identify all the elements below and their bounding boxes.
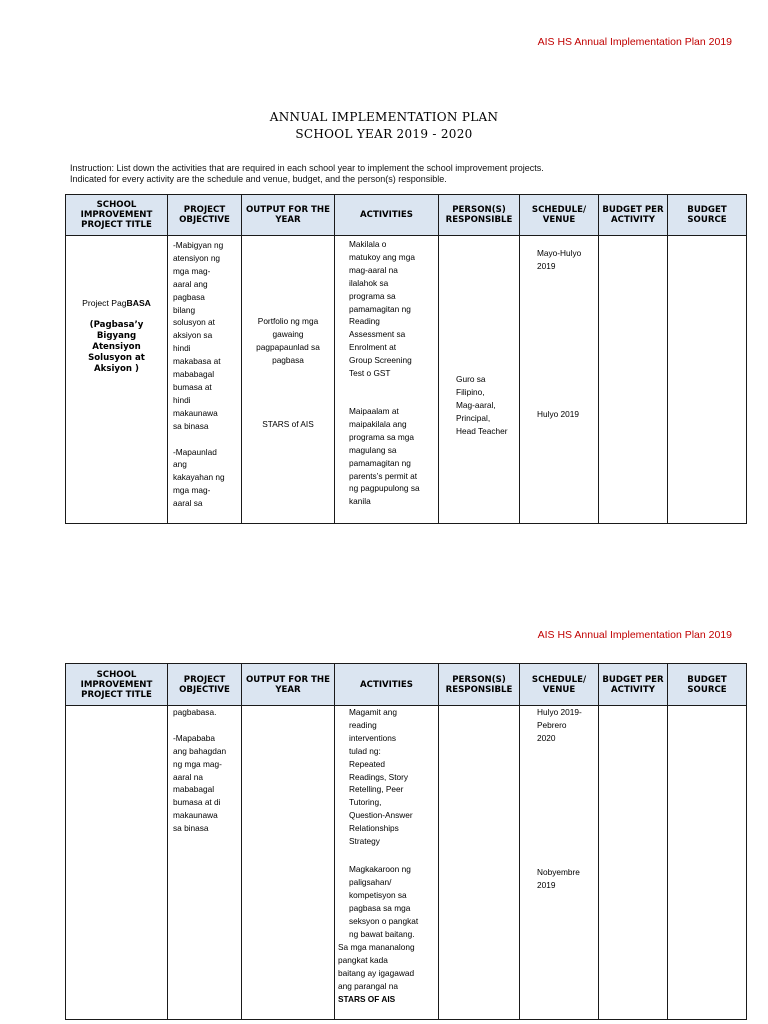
schedule-text: Mayo-Hulyo 2019 xyxy=(537,248,582,271)
output-text: Portfolio ng mga gawaing pagpapaunlad sa pagbasa xyxy=(256,316,320,365)
table-header-row xyxy=(66,195,747,236)
column-header: PROJECT OBJECTIVE xyxy=(168,195,242,236)
document-subtitle: SCHOOL YEAR 2019 - 2020 xyxy=(295,127,473,141)
persons-cell xyxy=(439,706,520,1020)
award-name: STARS OF AIS xyxy=(338,993,396,1004)
column-header: BUDGET PER ACTIVITY xyxy=(599,195,668,236)
schedule-text: Nobyembre 2019 xyxy=(537,867,580,890)
activities-text: Makilala o matukoy ang mga mag-aaral na ilalahok sa programa sa pamamagitan ng Reading Assessment sa Enrolment at Group Screening Test o GST xyxy=(349,239,415,379)
instruction-line-2: Indicated for every activity are the schedule and venue, budget, and the person(s) responsible. xyxy=(70,174,447,184)
instruction-line-1: Instruction: List down the activities that are required in each school year to implement the school improvement projects. xyxy=(70,163,544,173)
schedule-cell xyxy=(520,706,599,1020)
output-cell xyxy=(242,236,335,524)
activities-text: Sa mga mananalong pangkat kada baitang ay igagawad ang parangal na STARS OF AIS xyxy=(338,941,438,1006)
objective-text: pagbabasa. -Mapababa ang bahagdan ng mga mag- aaral na mababagal bumasa at di makaunawa sa binasa xyxy=(173,707,227,834)
objective-cell xyxy=(168,706,242,1020)
table-row xyxy=(66,706,747,1020)
schedule-text: Hulyo 2019 xyxy=(537,409,579,419)
project-title: Project PagBASA xyxy=(82,298,151,308)
persons-cell xyxy=(439,236,520,524)
budget-cell xyxy=(599,706,668,1020)
column-header: SCHOOL IMPROVEMENT PROJECT TITLE xyxy=(66,195,168,236)
output-cell xyxy=(242,706,335,1020)
activities-text: Magkakaroon ng paligsahan/ kompetisyon sa pagbasa sa mga seksyon o pangkat ng bawat baitang. xyxy=(349,864,419,939)
table-row xyxy=(66,236,747,524)
project-title-cell xyxy=(66,706,168,1020)
budget-source-cell xyxy=(668,706,747,1020)
budget-source-cell xyxy=(668,236,747,524)
column-header: SCHOOL IMPROVEMENT PROJECT TITLE xyxy=(66,664,168,706)
activities-cell xyxy=(335,706,439,1020)
activities-text: Magamit ang reading interventions tulad ng: Repeated Readings, Story Retelling, Peer Tutoring, Question-Answer Relationships Strategy xyxy=(349,707,413,847)
activities-text: Maipaalam at maipakilala ang programa sa mga magulang sa pamamagitan ng parents’s permit at ng pagpupulong sa kanila xyxy=(349,406,420,507)
column-header: OUTPUT FOR THE YEAR xyxy=(242,195,335,236)
implementation-plan-table xyxy=(65,194,747,524)
objective-cell xyxy=(168,236,242,524)
table-header-row xyxy=(66,664,747,706)
budget-cell xyxy=(599,236,668,524)
activities-cell xyxy=(335,236,439,524)
schedule-cell xyxy=(520,236,599,524)
column-header: ACTIVITIES xyxy=(335,664,439,706)
column-header: BUDGET SOURCE xyxy=(668,664,747,706)
column-header: PROJECT OBJECTIVE xyxy=(168,664,242,706)
column-header: PERSON(S) RESPONSIBLE xyxy=(439,195,520,236)
column-header: BUDGET SOURCE xyxy=(668,195,747,236)
project-subtitle: (Pagbasa’y Bigyang Atensiyon Solusyon at Aksiyon ) xyxy=(88,320,145,374)
column-header: SCHEDULE/ VENUE xyxy=(520,664,599,706)
column-header: PERSON(S) RESPONSIBLE xyxy=(439,664,520,706)
column-header: OUTPUT FOR THE YEAR xyxy=(242,664,335,706)
implementation-plan-table xyxy=(65,663,747,1020)
running-header: AIS HS Annual Implementation Plan 2019 xyxy=(537,629,732,641)
persons-text: Guro sa Filipino, Mag-aaral, Principal, Head Teacher xyxy=(456,374,508,436)
document-title: ANNUAL IMPLEMENTATION PLAN xyxy=(269,110,499,124)
running-header: AIS HS Annual Implementation Plan 2019 xyxy=(537,36,732,48)
project-title-cell xyxy=(66,236,168,524)
column-header: ACTIVITIES xyxy=(335,195,439,236)
column-header: BUDGET PER ACTIVITY xyxy=(599,664,668,706)
output-stars: STARS of AIS xyxy=(262,419,314,429)
column-header: SCHEDULE/ VENUE xyxy=(520,195,599,236)
objective-text: -Mabigyan ng atensiyon ng mga mag- aaral ang pagbasa bilang solusyon at aksiyon sa hindi makabasa at mababagal bumasa at hindi makaunawa sa binasa -Mapaunlad ang kakayahan ng mga mag- aaral sa xyxy=(173,240,225,509)
schedule-text: Hulyo 2019- Pebrero 2020 xyxy=(537,707,582,743)
